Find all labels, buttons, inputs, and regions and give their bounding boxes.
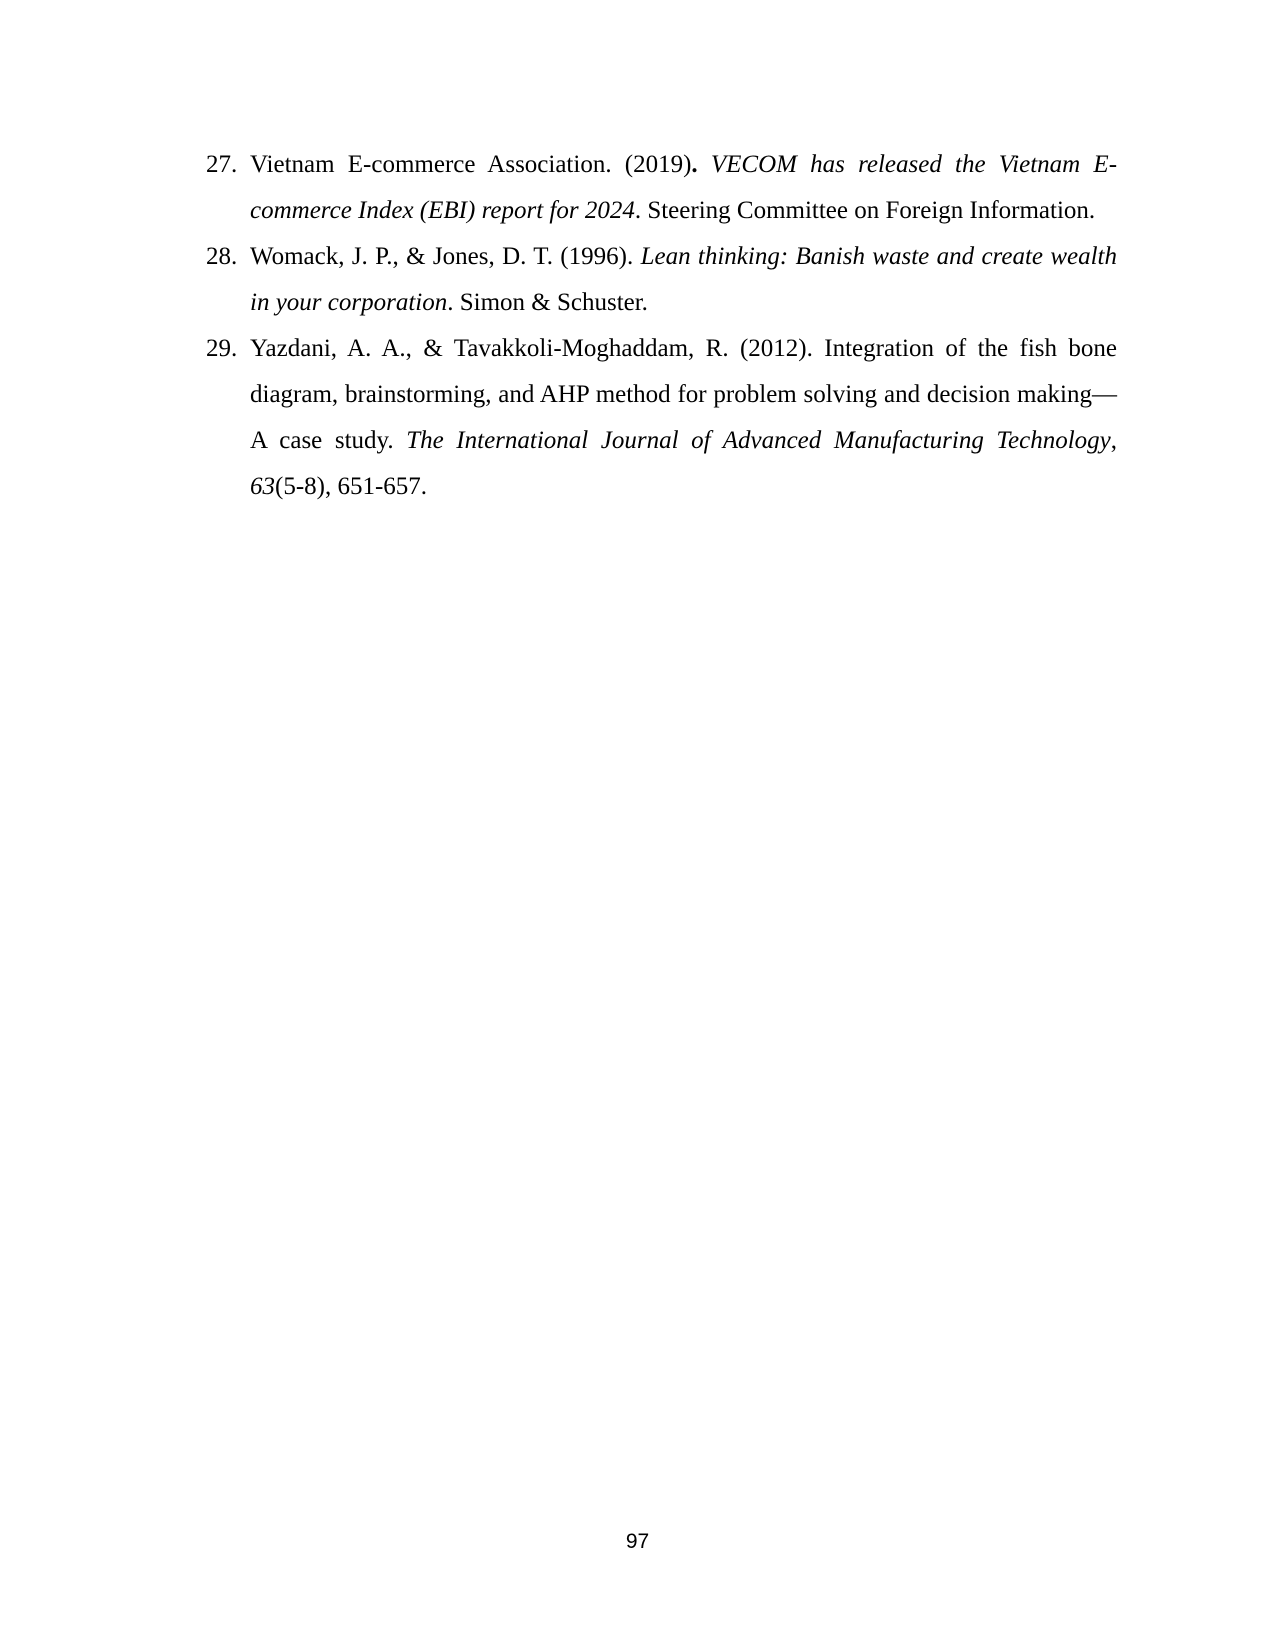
page-number: 97 [625, 1530, 650, 1553]
reference-text-segment: , [1110, 427, 1117, 454]
reference-text [250, 142, 1117, 234]
reference-volume: 63 [250, 473, 275, 500]
reference-journal: The International Journal of Advanced Manufacturing Technology [406, 427, 1111, 454]
reference-item-27 [206, 142, 1117, 234]
reference-title: Lean thinking: Banish waste and create wealth in your corporation [250, 243, 1118, 316]
reference-text-segment: Vietnam E-commerce Association. (2019) [250, 151, 692, 178]
reference-text-segment [698, 151, 711, 178]
reference-number: 29. [206, 335, 238, 362]
reference-number: 28. [206, 243, 238, 270]
reference-list [206, 142, 1117, 510]
reference-text-segment: . Simon & Schuster. [447, 289, 648, 316]
reference-text-segment: . Steering Committee on Foreign Information. [634, 197, 1096, 224]
reference-text [250, 234, 1117, 326]
reference-text-segment: . [691, 151, 698, 178]
reference-item-29 [206, 326, 1117, 510]
reference-number: 27. [206, 151, 238, 178]
reference-title: VECOM has released the Vietnam E-commerce Index (EBI) report for 2024 [250, 151, 1118, 224]
reference-text-segment: (5-8), 651-657. [275, 473, 428, 500]
reference-text-segment: Womack, J. P., & Jones, D. T. (1996). [250, 243, 641, 270]
reference-text-segment: Yazdani, A. A., & Tavakkoli-Moghaddam, R. (2012). Integration of the fish bone diagram, brainstorming, and AHP method for problem solving and decision making—A case study. [250, 335, 1117, 454]
reference-text [250, 326, 1117, 510]
reference-item-28 [206, 234, 1117, 326]
